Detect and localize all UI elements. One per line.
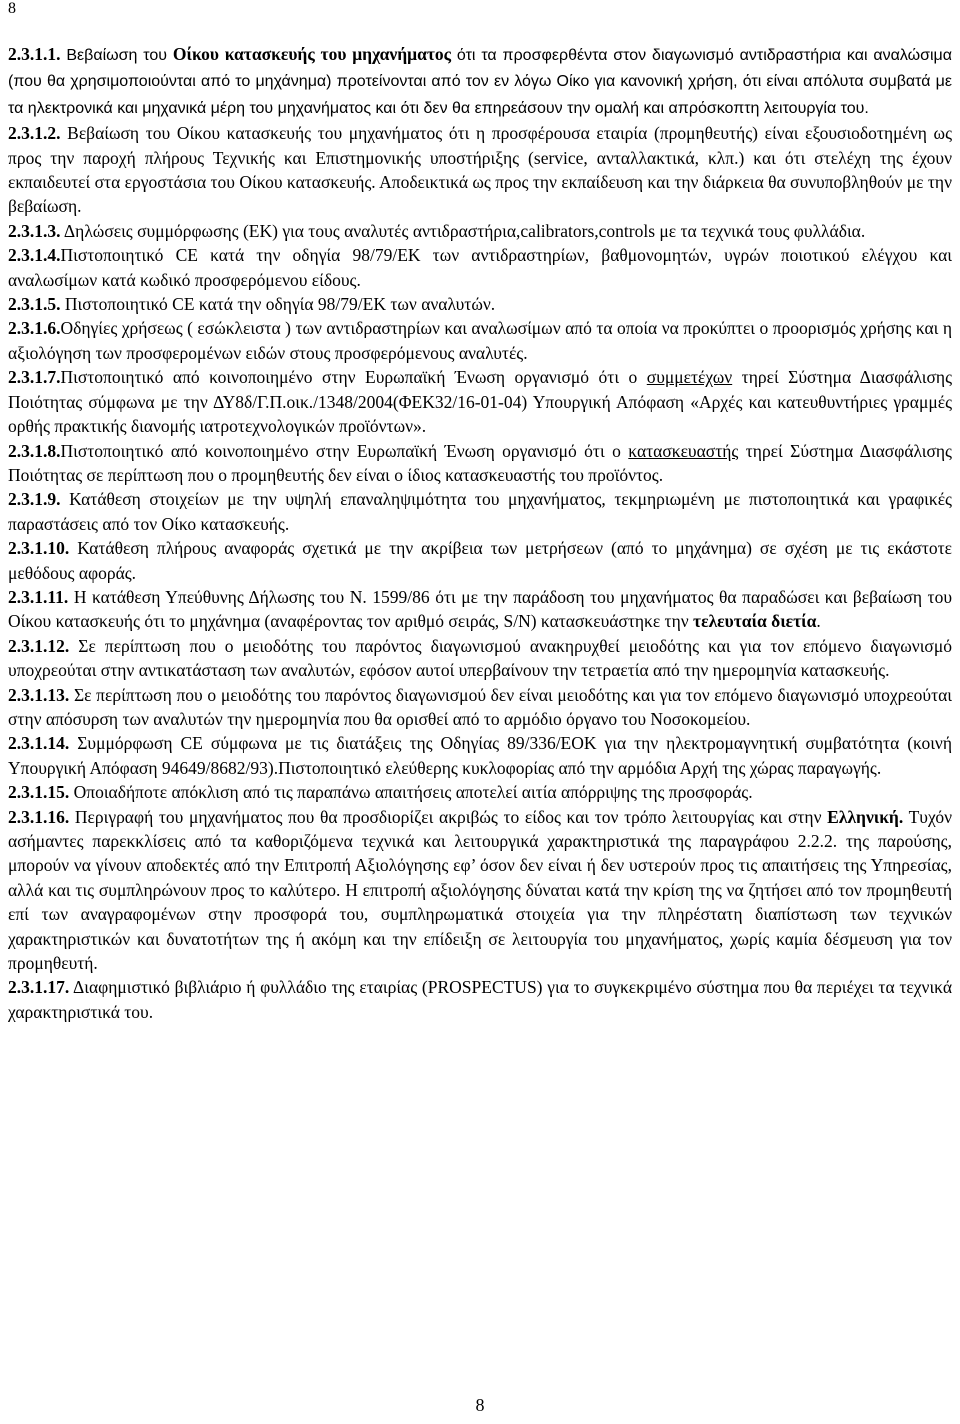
bold-text: τελευταία διετία <box>693 611 817 632</box>
paragraph-2-3-1-5 <box>8 292 952 316</box>
section-number: 2.3.1.16. <box>8 806 70 827</box>
section-number: 2.3.1.17. <box>8 977 70 998</box>
document-body <box>8 42 952 1024</box>
paragraph-text: τηρεί Σύστημα Διασφάλισης Ποιότητας σε περίπτωση που ο προμηθευτής δεν είναι ο ίδιος κατασκευαστής του προϊόντος. <box>8 440 952 485</box>
paragraph-text: . <box>816 611 821 632</box>
paragraph-text: Δηλώσεις συμμόρφωσης (ΕΚ) για τους αναλυτές αντιδραστήρια,calibrators,controls με τα τεχνικά τους φυλλάδια. <box>60 220 866 241</box>
paragraph-text: Τυχόν ασήμαντες παρεκκλίσεις από τα καθοριζόμενα τεχνικά και λειτουργικά χαρακτηριστικά της παραγράφου 2.2.2. της παρούσης, μπορούν να γίνουν αποδεκτές από την Επιτροπή Αξιολόγησης εφ’ όσον δεν είναι ή δεν υστερούν προς τις απαιτήσεις της Υπηρεσίας, αλλά και τις συμπληρώνουν προς το καλύτερο. Η επιτροπή αξιολόγησης δύναται κατά την κρίση της να ζητήσει από τον προμηθευτή επί των αναγραφομένων στην προσφορά του, συμπληρωματικά στοιχεία για την πληρέστατη διαπίστωση των τεχνικών χαρακτηριστικών και δυνατοτήτων της ή ακόμη και την επίδειξη σε λειτουργία του μηχανήματος, χωρίς καμία δέσμευση για τον προμηθευτή. <box>8 806 952 974</box>
section-number: 2.3.1.7. <box>8 367 61 388</box>
paragraph-2-3-1-17 <box>8 975 952 1024</box>
section-number: 2.3.1.2. <box>8 123 61 144</box>
section-number: 2.3.1.1. <box>8 44 61 64</box>
paragraph-text: Βεβαίωση του <box>60 47 173 64</box>
section-number: 2.3.1.15. <box>8 782 70 803</box>
paragraph-2-3-1-7 <box>8 365 952 438</box>
paragraph-text: Κατάθεση στοιχείων με την υψηλή επαναληψιμότητα του μηχανήματος, τεκμηριωμένη με πιστοποιητικά και γραφικές παραστάσεις από τον Οίκο κατασκευής. <box>8 489 952 534</box>
paragraph-text: Κατάθεση πλήρους αναφοράς σχετικά με την ακρίβεια των μετρήσεων (από το μηχάνημα) σε σχέση με τις εκάστοτε μεθόδους αφοράς. <box>8 538 952 583</box>
paragraph-text: Βεβαίωση του Οίκου κατασκευής του μηχανήματος ότι η προσφέρουσα εταιρία (προμηθευτής) είναι εξουσιοδοτημένη ως προς την παροχή πλήρους Τεχνικής και Επιστημονικής υποστήριξης (service, ανταλλακτικά, κλπ.) και ότι στελέχη της έχουν εκπαιδευτεί στα εργοστάσια του Οίκου κατασκευής. Αποδεικτικά ως προς την εκπαίδευση και την διάρκεια θα συνυποβληθούν με την βεβαίωση. <box>8 123 952 217</box>
paragraph-2-3-1-9 <box>8 487 952 536</box>
section-number: 2.3.1.13. <box>8 684 70 705</box>
paragraph-2-3-1-3 <box>8 219 952 243</box>
paragraph-2-3-1-11 <box>8 585 952 634</box>
paragraph-2-3-1-10 <box>8 536 952 585</box>
paragraph-2-3-1-16 <box>8 805 952 976</box>
underlined-text: κατασκευαστής <box>628 440 739 461</box>
paragraph-2-3-1-1 <box>8 42 952 121</box>
paragraph-2-3-1-6 <box>8 316 952 365</box>
section-number: 2.3.1.12. <box>8 635 70 656</box>
paragraph-text: Περιγραφή του μηχανήματος που θα προσδιορίζει ακριβώς το είδος και τον τρόπο λειτουργίας και στην <box>69 806 828 827</box>
section-number: 2.3.1.6. <box>8 318 61 339</box>
paragraph-text: Οδηγίες χρήσεως ( εσώκλειστα ) των αντιδραστηρίων και αναλωσίμων από τα οποία να προκύπτει ο προορισμός χρήσης και η αξιολόγηση των προσφερομένων ειδών στους προσφερόμενους αναλυτές. <box>8 318 952 363</box>
paragraph-text: Η κατάθεση Υπεύθυνης Δήλωσης του Ν. 1599/86 ότι με την παράδοση του μηχανήματος θα παραδώσει και βεβαίωση του Οίκου κατασκευής ότι το μηχάνημα (αναφέροντας τον αριθμό σειράς, S/N) κατασκευάστηκε την <box>8 586 952 632</box>
paragraph-text: Πιστοποιητικό CE κατά την οδηγία 98/79/ΕΚ των αντιδραστηρίων, βαθμονομητών, υγρών ποιοτικού ελέγχου και αναλωσίμων κατά κωδικό προσφερόμενου είδους. <box>8 245 952 290</box>
section-number: 2.3.1.9. <box>8 489 61 510</box>
paragraph-2-3-1-14 <box>8 731 952 780</box>
paragraph-2-3-1-4 <box>8 243 952 292</box>
section-number: 2.3.1.11. <box>8 586 69 607</box>
bold-text: Οίκου κατασκευής του μηχανήματος <box>172 44 452 64</box>
paragraph-text: Διαφημιστικό βιβλιάριο ή φυλλάδιο της εταιρίας (PROSPECTUS) για το συγκεκριμένο σύστημα που θα περιέχει τα τεχνικά χαρακτηριστικά του. <box>8 977 952 1022</box>
paragraph-2-3-1-12 <box>8 634 952 683</box>
paragraph-text: Πιστοποιητικό από κοινοποιημένο στην Ευρωπαϊκή Ένωση οργανισμό ότι ο <box>60 367 647 388</box>
paragraph-2-3-1-8 <box>8 439 952 488</box>
section-number: 2.3.1.10. <box>8 538 70 559</box>
underlined-text: συμμετέχων <box>646 367 733 388</box>
paragraph-text: Οποιαδήποτε απόκλιση από τις παραπάνω απαιτήσεις αποτελεί αιτία απόρριψης της προσφοράς. <box>69 782 753 803</box>
section-number: 2.3.1.3. <box>8 220 61 241</box>
section-number: 2.3.1.8. <box>8 440 61 461</box>
section-number: 2.3.1.4. <box>8 245 61 266</box>
paragraph-2-3-1-15 <box>8 780 952 804</box>
paragraph-text: Σε περίπτωση που ο μειοδότης του παρόντος διαγωνισμού ανακηρυχθεί μειοδότης και για τον επόμενο διαγωνισμό υποχρεούται στην αντικατάσταση των αναλυτών, εφόσον αυτοί υπερβαίνουν την τετραετία από την ημερομηνία κατασκευής. <box>8 635 952 681</box>
paragraph-text: Πιστοποιητικό CE κατά την οδηγία 98/79/ΕΚ των αναλυτών. <box>60 294 496 315</box>
bold-text: Ελληνική. <box>827 806 904 827</box>
paragraph-text: Συμμόρφωση CE σύμφωνα με τις διατάξεις της Οδηγίας 89/336/ΕΟΚ για την ηλεκτρομαγνητική συμβατότητα (κοινή Υπουργική Απόφαση 94649/8682/93).Πιστοποιητικό ελεύθερης κυκλοφορίας από την αρμόδια Αρχή της χώρας παραγωγής. <box>8 733 952 778</box>
paragraph-2-3-1-2 <box>8 121 952 219</box>
section-number: 2.3.1.14. <box>8 733 70 754</box>
paragraph-text: ότι τα προσφερθέντα στον διαγωνισμό αντιδραστήρια και αναλώσιμα (που θα χρησιμοποιούνται από το μηχάνημα) προτείνονται από τον εν λόγω Οίκο για κανονική χρήση, ότι είναι απόλυτα συμβατά με τα ηλεκτρονικά και μηχανικά μέρη του μηχανήματος και ότι δεν θα επηρεάσουν την ομαλή και απρόσκοπτη λειτουργία του. <box>8 47 953 117</box>
section-number: 2.3.1.5. <box>8 294 61 315</box>
page-number-bottom: 8 <box>475 1395 485 1415</box>
paragraph-text: Σε περίπτωση που ο μειοδότης του παρόντος διαγωνισμού δεν είναι μειοδότης και για τον επόμενο διαγωνισμό υποχρεούται στην απόσυρση των αναλυτών την ημερομηνία που θα ορισθεί από το αρμόδιο όργανο του Νοσοκομείου. <box>8 684 952 729</box>
paragraph-text: Πιστοποιητικό από κοινοποιημένο στην Ευρωπαϊκή Ένωση οργανισμό ότι ο <box>60 440 629 461</box>
paragraph-2-3-1-13 <box>8 683 952 732</box>
paragraph-text: τηρεί Σύστημα Διασφάλισης Ποιότητας σύμφωνα με την ΔΥ8δ/Γ.Π.οικ./1348/2004(ΦΕΚ32/16-01-04) Υπουργική Απόφαση «Αρχές και κατευθυντήριες γραμμές ορθής πρακτικής διανομής ιατροτεχνολογικών προϊόντων». <box>8 367 953 437</box>
page-number-top: 8 <box>8 0 16 17</box>
